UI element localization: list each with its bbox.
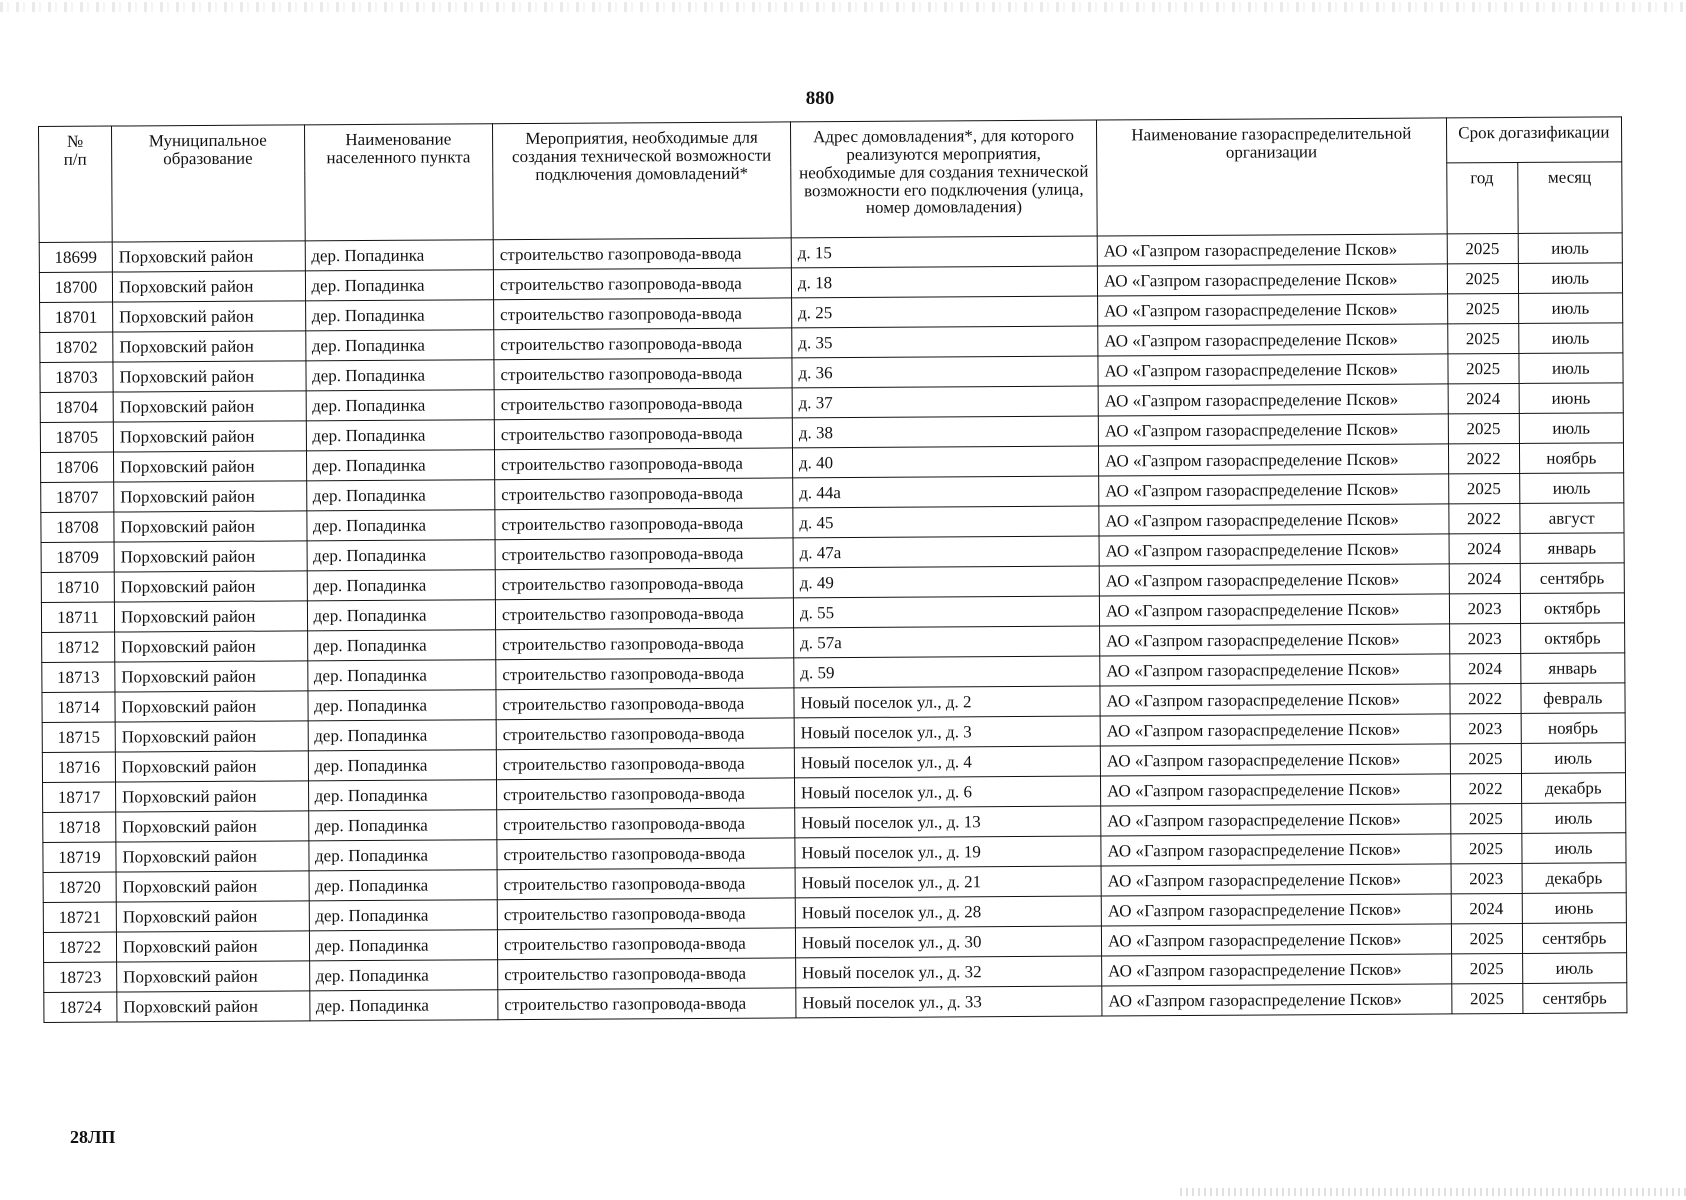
cell-municipality: Порховский район — [112, 241, 305, 272]
cell-municipality: Порховский район — [113, 451, 306, 482]
cell-month: ноябрь — [1521, 713, 1626, 744]
cell-settlement: дер. Попадинка — [308, 720, 497, 751]
cell-month: июль — [1522, 953, 1627, 984]
cell-address: Новый поселок ул., д. 33 — [796, 986, 1102, 1018]
cell-municipality: Порховский район — [115, 631, 308, 662]
cell-municipality: Порховский район — [114, 571, 307, 602]
cell-gdo: АО «Газпром газораспределение Псков» — [1099, 504, 1449, 536]
cell-month: июль — [1518, 293, 1623, 324]
cell-gdo: АО «Газпром газораспределение Псков» — [1102, 984, 1452, 1016]
cell-month: июль — [1518, 323, 1623, 354]
cell-municipality: Порховский район — [116, 931, 309, 962]
cell-num: 18711 — [41, 602, 114, 632]
cell-address: д. 40 — [792, 446, 1098, 478]
cell-measure: строительство газопровода-ввода — [494, 298, 792, 330]
cell-year: 2022 — [1448, 503, 1519, 533]
cell-num: 18723 — [44, 962, 117, 992]
cell-measure: строительство газопровода-ввода — [495, 508, 793, 540]
cell-year: 2023 — [1450, 713, 1521, 743]
cell-address: д. 36 — [792, 356, 1098, 388]
cell-address: д. 15 — [791, 236, 1097, 268]
cell-municipality: Порховский район — [116, 871, 309, 902]
cell-settlement: дер. Попадинка — [308, 780, 497, 811]
cell-measure: строительство газопровода-ввода — [496, 748, 794, 780]
cell-year: 2024 — [1448, 383, 1519, 413]
cell-year: 2025 — [1451, 983, 1522, 1013]
sheet-code: 28ЛП — [70, 1127, 116, 1147]
cell-settlement: дер. Попадинка — [305, 300, 494, 331]
cell-measure: строительство газопровода-ввода — [496, 658, 794, 690]
header-settlement: Наименование населенного пункта — [304, 124, 493, 241]
cell-gdo: АО «Газпром газораспределение Псков» — [1097, 264, 1447, 296]
cell-settlement: дер. Попадинка — [305, 330, 494, 361]
cell-month: октябрь — [1520, 593, 1625, 624]
cell-address: д. 45 — [793, 506, 1099, 538]
cell-gdo: АО «Газпром газораспределение Псков» — [1098, 324, 1448, 356]
cell-address: д. 59 — [794, 656, 1100, 688]
cell-settlement: дер. Попадинка — [306, 390, 495, 421]
cell-measure: строительство газопровода-ввода — [494, 418, 792, 450]
cell-num: 18705 — [40, 422, 113, 452]
cell-address: Новый поселок ул., д. 2 — [794, 686, 1100, 718]
cell-measure: строительство газопровода-ввода — [496, 688, 794, 720]
cell-settlement: дер. Попадинка — [306, 480, 495, 511]
cell-year: 2025 — [1448, 473, 1519, 503]
cell-month: июль — [1518, 353, 1623, 384]
cell-address: д. 25 — [791, 296, 1097, 328]
cell-address: д. 47а — [793, 536, 1099, 568]
cell-gdo: АО «Газпром газораспределение Псков» — [1098, 414, 1448, 446]
cell-settlement: дер. Попадинка — [307, 660, 496, 691]
cell-measure: строительство газопровода-ввода — [497, 868, 795, 900]
cell-num: 18724 — [44, 992, 117, 1022]
cell-num: 18714 — [42, 692, 115, 722]
cell-month: июль — [1518, 233, 1623, 264]
cell-num: 18708 — [41, 512, 114, 542]
cell-num: 18706 — [40, 452, 113, 482]
cell-address: Новый поселок ул., д. 32 — [796, 956, 1102, 988]
cell-measure: строительство газопровода-ввода — [494, 388, 792, 420]
cell-settlement: дер. Попадинка — [307, 690, 496, 721]
cell-num: 18699 — [39, 242, 112, 272]
cell-settlement: дер. Попадинка — [308, 840, 497, 871]
cell-address: д. 38 — [792, 416, 1098, 448]
cell-year: 2022 — [1450, 683, 1521, 713]
cell-num: 18710 — [41, 572, 114, 602]
gasification-table — [38, 116, 1627, 1023]
cell-settlement: дер. Попадинка — [306, 450, 495, 481]
cell-address: Новый поселок ул., д. 21 — [795, 866, 1101, 898]
cell-gdo: АО «Газпром газораспределение Псков» — [1101, 834, 1451, 866]
cell-num: 18716 — [42, 752, 115, 782]
cell-address: д. 37 — [792, 386, 1098, 418]
header-month: месяц — [1517, 162, 1622, 234]
cell-month: июль — [1519, 473, 1624, 504]
cell-municipality: Порховский район — [116, 841, 309, 872]
cell-year: 2022 — [1450, 773, 1521, 803]
cell-gdo: АО «Газпром газораспределение Псков» — [1100, 624, 1450, 656]
cell-municipality: Порховский район — [114, 511, 307, 542]
cell-num: 18704 — [40, 392, 113, 422]
cell-municipality: Порховский район — [114, 481, 307, 512]
cell-measure: строительство газопровода-ввода — [496, 778, 794, 810]
cell-municipality: Порховский район — [115, 721, 308, 752]
header-num: № п/п — [39, 126, 113, 242]
cell-num: 18720 — [43, 872, 116, 902]
cell-municipality: Порховский район — [113, 391, 306, 422]
cell-month: сентябрь — [1520, 563, 1625, 594]
cell-num: 18722 — [43, 932, 116, 962]
cell-year: 2025 — [1447, 233, 1518, 263]
cell-num: 18700 — [39, 272, 112, 302]
cell-municipality: Порховский район — [113, 361, 306, 392]
cell-year: 2023 — [1449, 623, 1520, 653]
cell-measure: строительство газопровода-ввода — [498, 958, 796, 990]
cell-measure: строительство газопровода-ввода — [497, 928, 795, 960]
cell-address: д. 55 — [793, 596, 1099, 628]
cell-gdo: АО «Газпром газораспределение Псков» — [1098, 294, 1448, 326]
cell-year: 2025 — [1451, 923, 1522, 953]
cell-address: Новый поселок ул., д. 6 — [794, 776, 1100, 808]
cell-municipality: Порховский район — [117, 961, 310, 992]
cell-measure: строительство газопровода-ввода — [496, 628, 794, 660]
cell-year: 2025 — [1450, 803, 1521, 833]
cell-address: Новый поселок ул., д. 13 — [795, 806, 1101, 838]
cell-year: 2024 — [1449, 533, 1520, 563]
cell-month: август — [1519, 503, 1624, 534]
cell-month: январь — [1520, 533, 1625, 564]
cell-address: д. 49 — [793, 566, 1099, 598]
cell-num: 18701 — [40, 302, 113, 332]
cell-year: 2025 — [1447, 293, 1518, 323]
cell-address: д. 35 — [792, 326, 1098, 358]
table-header — [39, 117, 1623, 243]
cell-address: Новый поселок ул., д. 30 — [795, 926, 1101, 958]
cell-gdo: АО «Газпром газораспределение Псков» — [1100, 654, 1450, 686]
cell-measure: строительство газопровода-ввода — [495, 568, 793, 600]
cell-num: 18712 — [42, 632, 115, 662]
cell-municipality: Порховский район — [112, 271, 305, 302]
cell-num: 18703 — [40, 362, 113, 392]
cell-address: д. 44а — [793, 476, 1099, 508]
cell-num: 18707 — [41, 482, 114, 512]
cell-address: Новый поселок ул., д. 19 — [795, 836, 1101, 868]
cell-address: д. 18 — [791, 266, 1097, 298]
header-term: Срок догазификации — [1446, 117, 1622, 163]
cell-address: Новый поселок ул., д. 28 — [795, 896, 1101, 928]
cell-year: 2024 — [1449, 563, 1520, 593]
header-municipality: Муниципальное образование — [111, 125, 304, 242]
cell-year: 2025 — [1448, 353, 1519, 383]
cell-measure: строительство газопровода-ввода — [493, 268, 791, 300]
cell-municipality: Порховский район — [114, 601, 307, 632]
scan-artifact-top — [0, 2, 1686, 12]
cell-settlement: дер. Попадинка — [309, 870, 498, 901]
cell-measure: строительство газопровода-ввода — [495, 538, 793, 570]
cell-gdo: АО «Газпром газораспределение Псков» — [1099, 594, 1449, 626]
cell-num: 18702 — [40, 332, 113, 362]
cell-gdo: АО «Газпром газораспределение Псков» — [1100, 774, 1450, 806]
cell-month: сентябрь — [1522, 923, 1627, 954]
header-gdo: Наименование газораспределительной организации — [1096, 118, 1446, 236]
cell-num: 18719 — [43, 842, 116, 872]
cell-municipality: Порховский район — [116, 901, 309, 932]
cell-settlement: дер. Попадинка — [308, 810, 497, 841]
cell-settlement: дер. Попадинка — [309, 960, 498, 991]
cell-municipality: Порховский район — [117, 991, 310, 1022]
cell-year: 2025 — [1447, 323, 1518, 353]
cell-month: июль — [1521, 833, 1626, 864]
cell-municipality: Порховский район — [116, 811, 309, 842]
cell-settlement: дер. Попадинка — [309, 930, 498, 961]
cell-settlement: дер. Попадинка — [308, 750, 497, 781]
table-body — [39, 233, 1627, 1023]
cell-month: декабрь — [1521, 773, 1626, 804]
cell-measure: строительство газопровода-ввода — [495, 598, 793, 630]
cell-municipality: Порховский район — [113, 421, 306, 452]
header-measures: Мероприятия, необходимые для создания технической возможности подключения домовладений* — [492, 122, 791, 240]
cell-year: 2025 — [1450, 833, 1521, 863]
cell-settlement: дер. Попадинка — [307, 600, 496, 631]
cell-settlement: дер. Попадинка — [309, 900, 498, 931]
cell-year: 2023 — [1449, 593, 1520, 623]
cell-month: июль — [1521, 803, 1626, 834]
cell-month: сентябрь — [1522, 983, 1627, 1014]
cell-measure: строительство газопровода-ввода — [497, 808, 795, 840]
cell-measure: строительство газопровода-ввода — [494, 448, 792, 480]
cell-measure: строительство газопровода-ввода — [496, 718, 794, 750]
cell-gdo: АО «Газпром газораспределение Псков» — [1100, 714, 1450, 746]
cell-address: д. 57а — [794, 626, 1100, 658]
header-address: Адрес домовладения*, для которого реализуются мероприятия, необходимые для создания технической возможности его подключения (улица, номер домовладения) — [790, 120, 1097, 238]
cell-num: 18718 — [43, 812, 116, 842]
cell-month: февраль — [1520, 683, 1625, 714]
cell-measure: строительство газопровода-ввода — [497, 838, 795, 870]
cell-num: 18715 — [42, 722, 115, 752]
cell-gdo: АО «Газпром газораспределение Псков» — [1101, 804, 1451, 836]
cell-gdo: АО «Газпром газораспределение Псков» — [1098, 444, 1448, 476]
cell-settlement: дер. Попадинка — [307, 540, 496, 571]
header-year: год — [1446, 162, 1517, 233]
cell-settlement: дер. Попадинка — [305, 240, 494, 271]
cell-year: 2024 — [1449, 653, 1520, 683]
cell-num: 18717 — [43, 782, 116, 812]
cell-year: 2023 — [1451, 863, 1522, 893]
cell-month: июнь — [1519, 383, 1624, 414]
cell-num: 18709 — [41, 542, 114, 572]
cell-settlement: дер. Попадинка — [306, 420, 495, 451]
cell-year: 2025 — [1448, 413, 1519, 443]
cell-measure: строительство газопровода-ввода — [498, 988, 796, 1020]
cell-settlement: дер. Попадинка — [305, 360, 494, 391]
cell-gdo: АО «Газпром газораспределение Псков» — [1100, 684, 1450, 716]
cell-address: Новый поселок ул., д. 4 — [794, 746, 1100, 778]
cell-gdo: АО «Газпром газораспределение Псков» — [1100, 744, 1450, 776]
cell-measure: строительство газопровода-ввода — [494, 328, 792, 360]
cell-month: декабрь — [1522, 863, 1627, 894]
cell-year: 2025 — [1447, 263, 1518, 293]
cell-year: 2025 — [1450, 743, 1521, 773]
cell-month: июль — [1519, 413, 1624, 444]
cell-gdo: АО «Газпром газораспределение Псков» — [1099, 474, 1449, 506]
cell-municipality: Порховский район — [114, 541, 307, 572]
cell-gdo: АО «Газпром газораспределение Псков» — [1101, 894, 1451, 926]
cell-settlement: дер. Попадинка — [309, 990, 498, 1021]
cell-municipality: Порховский район — [115, 781, 308, 812]
cell-year: 2025 — [1451, 953, 1522, 983]
cell-year: 2022 — [1448, 443, 1519, 473]
cell-month: июль — [1518, 263, 1623, 294]
cell-measure: строительство газопровода-ввода — [494, 358, 792, 390]
cell-year: 2024 — [1451, 893, 1522, 923]
cell-month: июль — [1521, 743, 1626, 774]
cell-gdo: АО «Газпром газораспределение Псков» — [1101, 924, 1451, 956]
cell-municipality: Порховский район — [113, 301, 306, 332]
scan-artifact-bottom — [1180, 1188, 1686, 1196]
cell-gdo: АО «Газпром газораспределение Псков» — [1098, 354, 1448, 386]
cell-month: июнь — [1522, 893, 1627, 924]
cell-settlement: дер. Попадинка — [307, 630, 496, 661]
cell-gdo: АО «Газпром газораспределение Псков» — [1099, 534, 1449, 566]
cell-gdo: АО «Газпром газораспределение Псков» — [1098, 384, 1448, 416]
cell-measure: строительство газопровода-ввода — [493, 238, 791, 270]
cell-settlement: дер. Попадинка — [305, 270, 494, 301]
page-number: 880 — [805, 88, 835, 109]
cell-gdo: АО «Газпром газораспределение Псков» — [1099, 564, 1449, 596]
cell-num: 18713 — [42, 662, 115, 692]
cell-settlement: дер. Попадинка — [307, 570, 496, 601]
cell-measure: строительство газопровода-ввода — [497, 898, 795, 930]
cell-municipality: Порховский район — [115, 751, 308, 782]
cell-gdo: АО «Газпром газораспределение Псков» — [1097, 234, 1447, 266]
cell-municipality: Порховский район — [115, 691, 308, 722]
cell-gdo: АО «Газпром газораспределение Псков» — [1102, 954, 1452, 986]
cell-address: Новый поселок ул., д. 3 — [794, 716, 1100, 748]
cell-month: январь — [1520, 653, 1625, 684]
cell-month: ноябрь — [1519, 443, 1624, 474]
cell-gdo: АО «Газпром газораспределение Псков» — [1101, 864, 1451, 896]
cell-settlement: дер. Попадинка — [306, 510, 495, 541]
cell-month: октябрь — [1520, 623, 1625, 654]
cell-measure: строительство газопровода-ввода — [495, 478, 793, 510]
cell-num: 18721 — [43, 902, 116, 932]
cell-municipality: Порховский район — [115, 661, 308, 692]
cell-municipality: Порховский район — [113, 331, 306, 362]
